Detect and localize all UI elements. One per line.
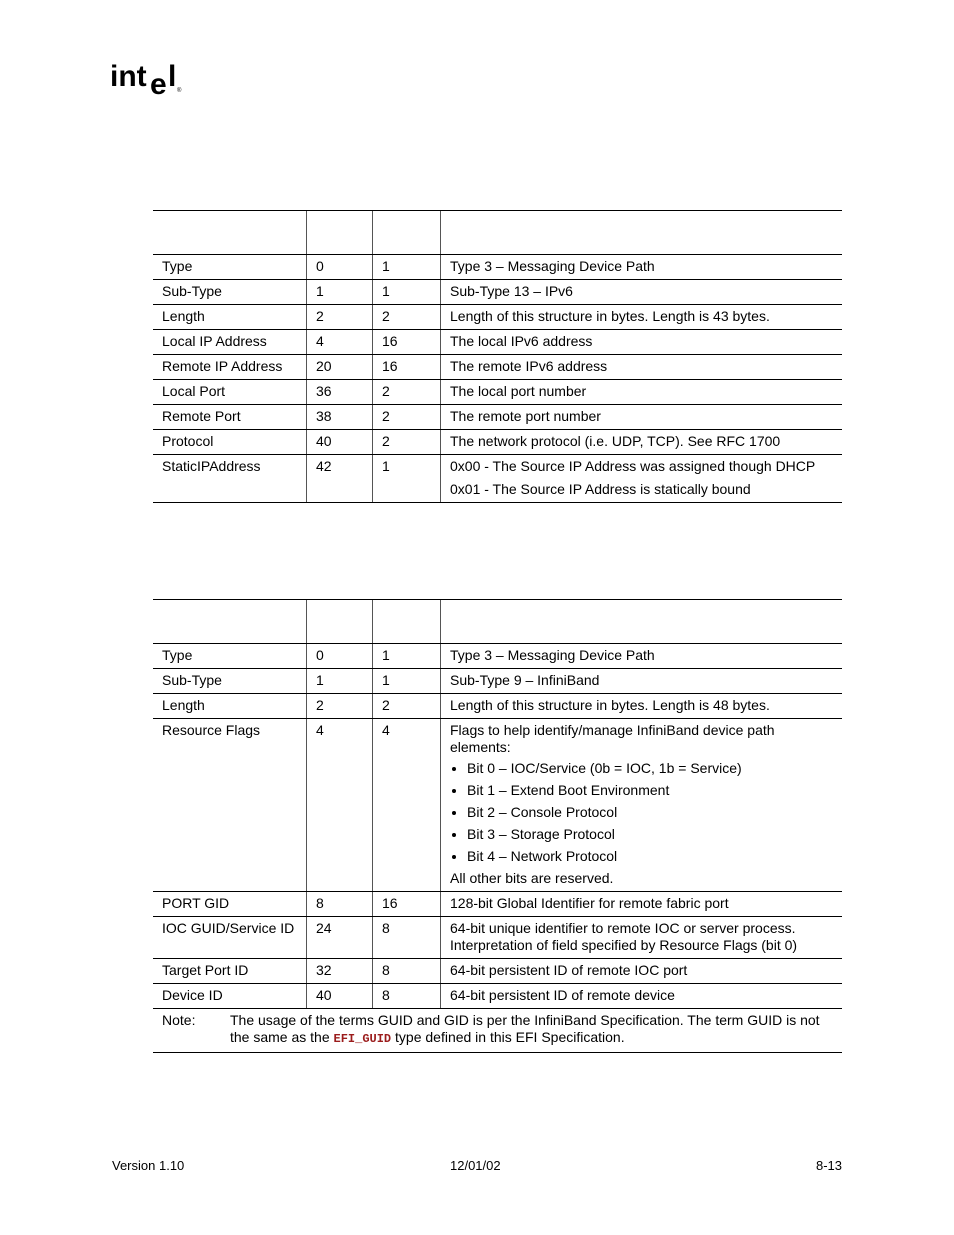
byte-length-cell: 8 xyxy=(373,917,441,959)
description-text: 0x00 - The Source IP Address was assigned though DHCP xyxy=(450,458,816,474)
byte-offset-cell: 2 xyxy=(307,694,373,719)
description-text: Sub-Type 9 – InfiniBand xyxy=(450,672,600,688)
byte-offset-cell: 24 xyxy=(307,917,373,959)
byte-offset-cell: 2 xyxy=(307,305,373,330)
description-text: 64-bit persistent ID of remote IOC port xyxy=(450,962,688,978)
infiniband-device-path-table xyxy=(153,599,842,1053)
flag-bit-item: • Bit 3 – Storage Protocol xyxy=(467,826,833,843)
byte-offset-cell: 40 xyxy=(307,430,373,455)
byte-length-cell: 16 xyxy=(373,892,441,917)
byte-offset-cell: 42 xyxy=(307,455,373,503)
field-name-cell: Local IP Address xyxy=(153,330,307,355)
byte-length-cell: 16 xyxy=(373,355,441,380)
description-cell xyxy=(441,280,843,305)
description-text: The remote port number xyxy=(450,408,601,424)
byte-offset-cell: 4 xyxy=(307,330,373,355)
description-cell xyxy=(441,984,843,1009)
byte-length-cell: 8 xyxy=(373,959,441,984)
byte-length-cell: 4 xyxy=(373,719,441,892)
description-cell xyxy=(441,917,843,959)
byte-length-cell: 2 xyxy=(373,380,441,405)
field-name-cell: Sub-Type xyxy=(153,669,307,694)
table-row xyxy=(153,430,842,455)
byte-length-cell: 16 xyxy=(373,330,441,355)
table-note-cell xyxy=(153,1009,842,1053)
header-cell-description xyxy=(441,600,843,644)
field-name-cell: Remote IP Address xyxy=(153,355,307,380)
byte-offset-cell: 0 xyxy=(307,644,373,669)
table-row xyxy=(153,694,842,719)
table-header-row xyxy=(153,600,842,644)
description-text: Length of this structure in bytes. Length is 43 bytes. xyxy=(450,308,770,324)
description-text: Flags to help identify/manage InfiniBand device path elements: xyxy=(450,722,775,755)
table-row xyxy=(153,330,842,355)
flag-bit-list xyxy=(450,760,833,865)
footer-version: Version 1.10 xyxy=(112,1158,185,1173)
description-text: Length of this structure in bytes. Length is 48 bytes. xyxy=(450,697,770,713)
byte-length-cell: 2 xyxy=(373,405,441,430)
description-cell xyxy=(441,305,843,330)
byte-offset-cell: 38 xyxy=(307,405,373,430)
flag-bit-item: • Bit 0 – IOC/Service (0b = IOC, 1b = Service) xyxy=(467,760,833,777)
table-header-row xyxy=(153,211,842,255)
svg-text:®: ® xyxy=(177,88,182,94)
table-row xyxy=(153,917,842,959)
svg-text:l: l xyxy=(168,60,177,93)
description-cell xyxy=(441,430,843,455)
description-text: The network protocol (i.e. UDP, TCP). See RFC 1700 xyxy=(450,433,781,449)
table-row xyxy=(153,984,842,1009)
description-text: The remote IPv6 address xyxy=(450,358,608,374)
description-cell xyxy=(441,644,843,669)
header-cell-length xyxy=(373,211,441,255)
table-row xyxy=(153,280,842,305)
description-text: 64-bit persistent ID of remote device xyxy=(450,987,675,1003)
description-text: Type 3 – Messaging Device Path xyxy=(450,647,655,663)
byte-length-cell: 1 xyxy=(373,255,441,280)
description-cell xyxy=(441,892,843,917)
efi-guid-code: EFI_GUID xyxy=(333,1032,392,1046)
table-row xyxy=(153,380,842,405)
field-name-cell: Device ID xyxy=(153,984,307,1009)
description-tail-text: All other bits are reserved. xyxy=(450,870,614,886)
description-cell xyxy=(441,380,843,405)
field-name-cell: Length xyxy=(153,694,307,719)
byte-length-cell: 1 xyxy=(373,455,441,503)
field-name-cell: PORT GID xyxy=(153,892,307,917)
byte-offset-cell: 8 xyxy=(307,892,373,917)
field-name-cell: IOC GUID/Service ID xyxy=(153,917,307,959)
description-cell xyxy=(441,959,843,984)
byte-offset-cell: 1 xyxy=(307,280,373,305)
description-cell xyxy=(441,255,843,280)
svg-text:e: e xyxy=(150,68,167,101)
field-name-cell: Target Port ID xyxy=(153,959,307,984)
byte-offset-cell: 4 xyxy=(307,719,373,892)
description-text: Type 3 – Messaging Device Path xyxy=(450,258,655,274)
header-cell-length xyxy=(373,600,441,644)
byte-length-cell: 1 xyxy=(373,280,441,305)
table-row xyxy=(153,959,842,984)
note-label: Note: xyxy=(162,1012,196,1028)
byte-offset-cell: 0 xyxy=(307,255,373,280)
field-name-cell: Sub-Type xyxy=(153,280,307,305)
table-row xyxy=(153,892,842,917)
byte-length-cell: 2 xyxy=(373,430,441,455)
flag-bit-item: • Bit 2 – Console Protocol xyxy=(467,804,833,821)
svg-text:int: int xyxy=(110,60,147,93)
note-text-before: The usage of the terms GUID and GID is per the InfiniBand Specification. The term GUID is not the same as the xyxy=(230,1012,820,1045)
field-name-cell: Type xyxy=(153,255,307,280)
table-row xyxy=(153,355,842,380)
description-text: The local IPv6 address xyxy=(450,333,593,349)
byte-length-cell: 1 xyxy=(373,644,441,669)
byte-offset-cell: 1 xyxy=(307,669,373,694)
ipv6-device-path-table xyxy=(153,210,842,503)
table-row xyxy=(153,405,842,430)
field-name-cell: Type xyxy=(153,644,307,669)
field-name-cell: StaticIPAddress xyxy=(153,455,307,503)
field-name-cell: Resource Flags xyxy=(153,719,307,892)
field-name-cell: Remote Port xyxy=(153,405,307,430)
table-row xyxy=(153,305,842,330)
description-text: The local port number xyxy=(450,383,587,399)
description-cell xyxy=(441,669,843,694)
byte-length-cell: 2 xyxy=(373,305,441,330)
flag-bit-item: • Bit 1 – Extend Boot Environment xyxy=(467,782,833,799)
byte-length-cell: 8 xyxy=(373,984,441,1009)
description-cell xyxy=(441,330,843,355)
note-text-after: type defined in this EFI Specification. xyxy=(391,1029,625,1045)
table-row xyxy=(153,719,842,892)
description-cell xyxy=(441,405,843,430)
table-row xyxy=(153,669,842,694)
header-cell-description xyxy=(441,211,843,255)
description-text-secondary: 0x01 - The Source IP Address is statically bound xyxy=(450,481,751,497)
footer-date: 12/01/02 xyxy=(450,1158,501,1173)
description-cell xyxy=(441,719,843,892)
table-row xyxy=(153,255,842,280)
byte-length-cell: 1 xyxy=(373,669,441,694)
description-cell xyxy=(441,694,843,719)
field-name-cell: Length xyxy=(153,305,307,330)
field-name-cell: Protocol xyxy=(153,430,307,455)
description-text: 128-bit Global Identifier for remote fabric port xyxy=(450,895,729,911)
byte-offset-cell: 20 xyxy=(307,355,373,380)
header-cell-mnemonic xyxy=(153,211,307,255)
field-name-cell: Local Port xyxy=(153,380,307,405)
description-cell xyxy=(441,355,843,380)
byte-offset-cell: 40 xyxy=(307,984,373,1009)
header-cell-mnemonic xyxy=(153,600,307,644)
footer-page-number: 8-13 xyxy=(815,1158,842,1173)
table-row xyxy=(153,455,842,503)
description-cell xyxy=(441,455,843,503)
intel-logo xyxy=(110,60,186,102)
byte-length-cell: 2 xyxy=(373,694,441,719)
description-text: 64-bit unique identifier to remote IOC or server process. Interpretation of field specified by Resource Flags (bit 0) xyxy=(450,920,798,953)
table-note-row xyxy=(153,1009,842,1053)
header-cell-offset xyxy=(307,600,373,644)
flag-bit-item: • Bit 4 – Network Protocol xyxy=(467,848,833,865)
byte-offset-cell: 32 xyxy=(307,959,373,984)
header-cell-offset xyxy=(307,211,373,255)
table-row xyxy=(153,644,842,669)
byte-offset-cell: 36 xyxy=(307,380,373,405)
description-text: Sub-Type 13 – IPv6 xyxy=(450,283,573,299)
note-text xyxy=(230,1012,833,1048)
